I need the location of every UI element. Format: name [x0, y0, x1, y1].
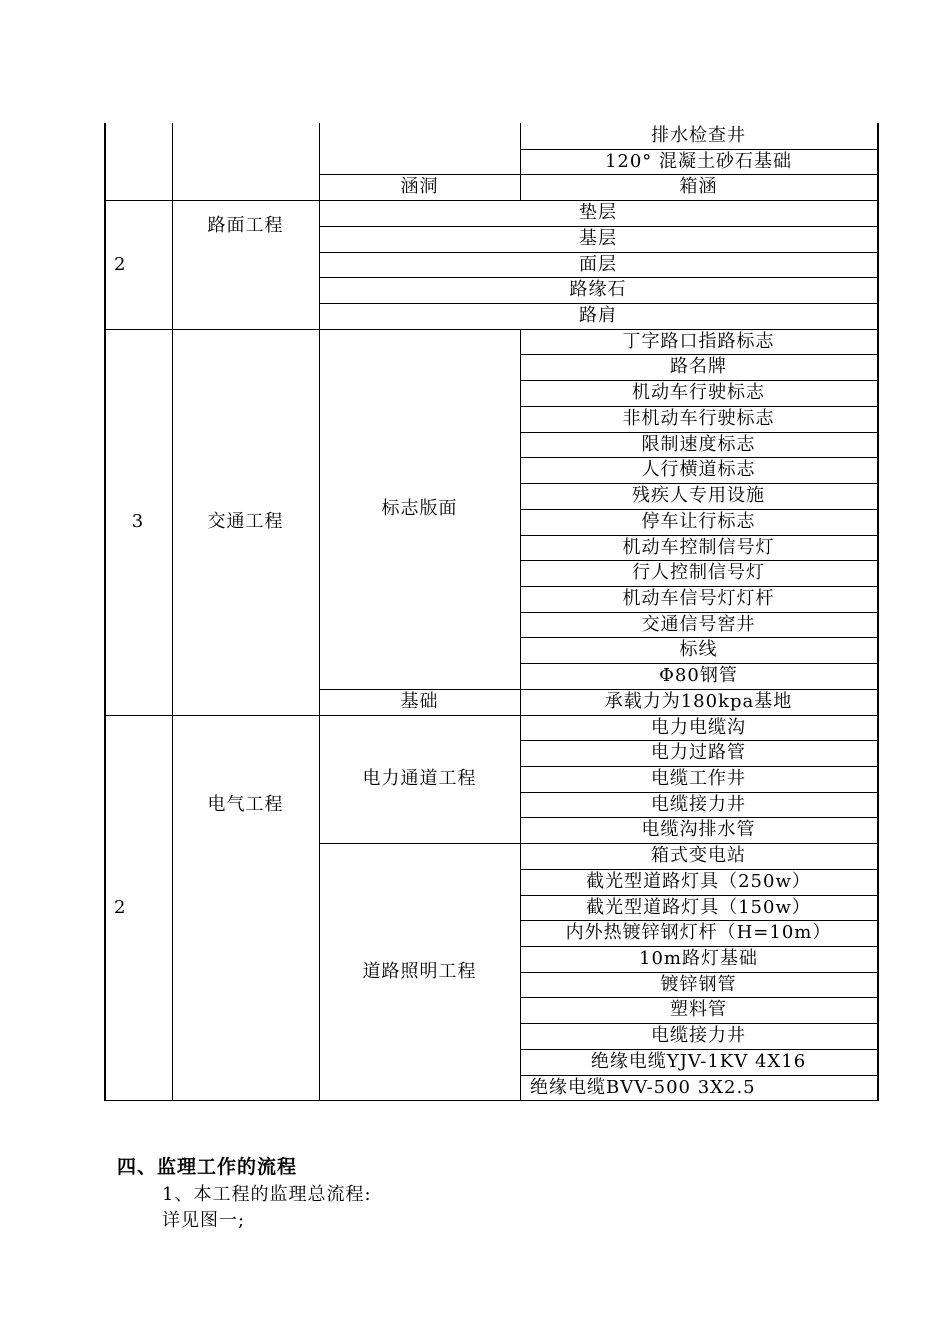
table-cell-subcategory: 电力通道工程 [362, 768, 477, 789]
table-cell-item: 电缆工作井 [651, 768, 746, 789]
table-cell-item: 塑料管 [670, 999, 727, 1020]
paragraph-line-1: 1、本工程的监理总流程: [162, 1184, 372, 1205]
table-rule [520, 637, 878, 638]
table-cell-category: 交通工程 [207, 511, 284, 532]
table-cell-item: 面层 [579, 253, 617, 275]
table-cell-item: 箱涵 [679, 176, 718, 197]
table-rule [520, 560, 878, 561]
table-rule [319, 303, 878, 304]
table-cell-item: 电力电缆沟 [651, 716, 746, 738]
table-cell-item: 电缆接力井 [651, 793, 746, 815]
table-cell-item: 箱式变电站 [651, 845, 746, 866]
table-cell-item: Φ80钢管 [659, 665, 738, 686]
table-cell-item: 机动车行驶标志 [632, 382, 765, 403]
table-rule [319, 123, 320, 1101]
table-rule [520, 123, 521, 201]
table-rule [520, 869, 878, 870]
table-cell-item: 人行横道标志 [641, 459, 756, 480]
table-rule [520, 920, 878, 921]
table-rule [520, 972, 878, 973]
table-cell-item: 10m路灯基础 [639, 948, 758, 969]
table-rule [520, 740, 878, 741]
table-cell-number: 3 [131, 511, 145, 532]
table-cell-item: 120° 混凝土砂石基础 [604, 150, 793, 172]
table-cell-item: 绝缘电缆YJV-1KV 4X16 [590, 1051, 807, 1072]
table-rule [520, 817, 878, 818]
table-rule [319, 226, 878, 227]
table-rule [520, 1049, 878, 1050]
table-rule [520, 946, 878, 947]
table-cell-item: 非机动车行驶标志 [622, 408, 775, 429]
table-rule [520, 1023, 878, 1024]
table-rule [520, 354, 878, 355]
table-cell-item: 电缆沟排水管 [641, 819, 756, 840]
table-cell-item: 截光型道路灯具（150w） [586, 896, 811, 918]
table-cell-subcategory: 标志版面 [381, 498, 458, 519]
table-rule [520, 586, 878, 587]
table-cell-item: 承载力为180kpa基地 [604, 691, 793, 712]
table-rule [104, 123, 106, 1101]
table-rule [520, 895, 878, 896]
table-rule [520, 535, 878, 536]
section-heading: 四、监理工作的流程 [117, 1156, 298, 1178]
table-rule [520, 612, 878, 613]
table-rule [520, 1075, 878, 1076]
table-cell-item: 停车让行标志 [641, 511, 756, 532]
table-rule [319, 277, 878, 278]
table-rule [319, 174, 878, 175]
table-cell-item: 机动车信号灯灯杆 [622, 588, 775, 609]
table-rule [520, 149, 878, 150]
table-cell-category: 电气工程 [207, 794, 284, 815]
table-cell-item: 电力过路管 [651, 742, 746, 763]
table-cell-item: 行人控制信号灯 [632, 562, 765, 583]
table-rule [520, 509, 878, 510]
table-rule [520, 432, 878, 433]
table-cell-item: 电缆接力井 [651, 1025, 746, 1046]
table-cell-item: 垫层 [579, 202, 617, 223]
table-cell-item: 丁字路口指路标志 [622, 330, 775, 352]
paragraph-line-2: 详见图一; [162, 1210, 246, 1231]
table-rule [520, 457, 878, 458]
table-rule [319, 252, 878, 253]
table-cell-item: 路缘石 [569, 279, 627, 300]
table-cell-item: 截光型道路灯具（250w） [586, 871, 811, 892]
table-cell-item: 内外热镀锌钢灯杆（H=10m） [565, 922, 832, 943]
table-rule [520, 329, 521, 716]
table-cell-item: 交通信号窖井 [641, 613, 756, 635]
table-cell-subcategory: 涵洞 [400, 176, 439, 197]
table-rule [520, 766, 878, 767]
table-cell-item: 机动车控制信号灯 [622, 536, 775, 558]
table-rule [520, 663, 878, 664]
table-rule [520, 483, 878, 484]
table-cell-item: 路名牌 [670, 356, 727, 377]
table-rule [520, 792, 878, 793]
table-cell-item: 限制速度标志 [641, 433, 756, 455]
table-cell-subcategory: 基础 [400, 691, 439, 712]
table-rule [172, 123, 173, 1101]
project-table [104, 123, 878, 1102]
table-cell-item: 基层 [579, 228, 617, 249]
table-cell-subcategory: 道路照明工程 [362, 960, 477, 982]
table-cell-item: 标线 [679, 639, 718, 660]
table-cell-item: 绝缘电缆BVV-500 3X2.5 [530, 1076, 756, 1098]
table-cell-number: 2 [114, 896, 127, 918]
table-cell-category: 路面工程 [207, 215, 284, 236]
table-rule [520, 997, 878, 998]
table-rule [520, 380, 878, 381]
table-cell-item: 排水检查井 [651, 125, 746, 146]
table-rule [877, 123, 879, 1101]
table-cell-item: 残疾人专用设施 [632, 485, 765, 506]
table-rule [520, 715, 521, 1101]
table-rule [104, 1100, 879, 1101]
table-cell-item: 镀锌钢管 [660, 973, 737, 995]
table-rule [520, 406, 878, 407]
table-cell-item: 路肩 [579, 305, 617, 326]
table-cell-number: 2 [114, 253, 127, 275]
